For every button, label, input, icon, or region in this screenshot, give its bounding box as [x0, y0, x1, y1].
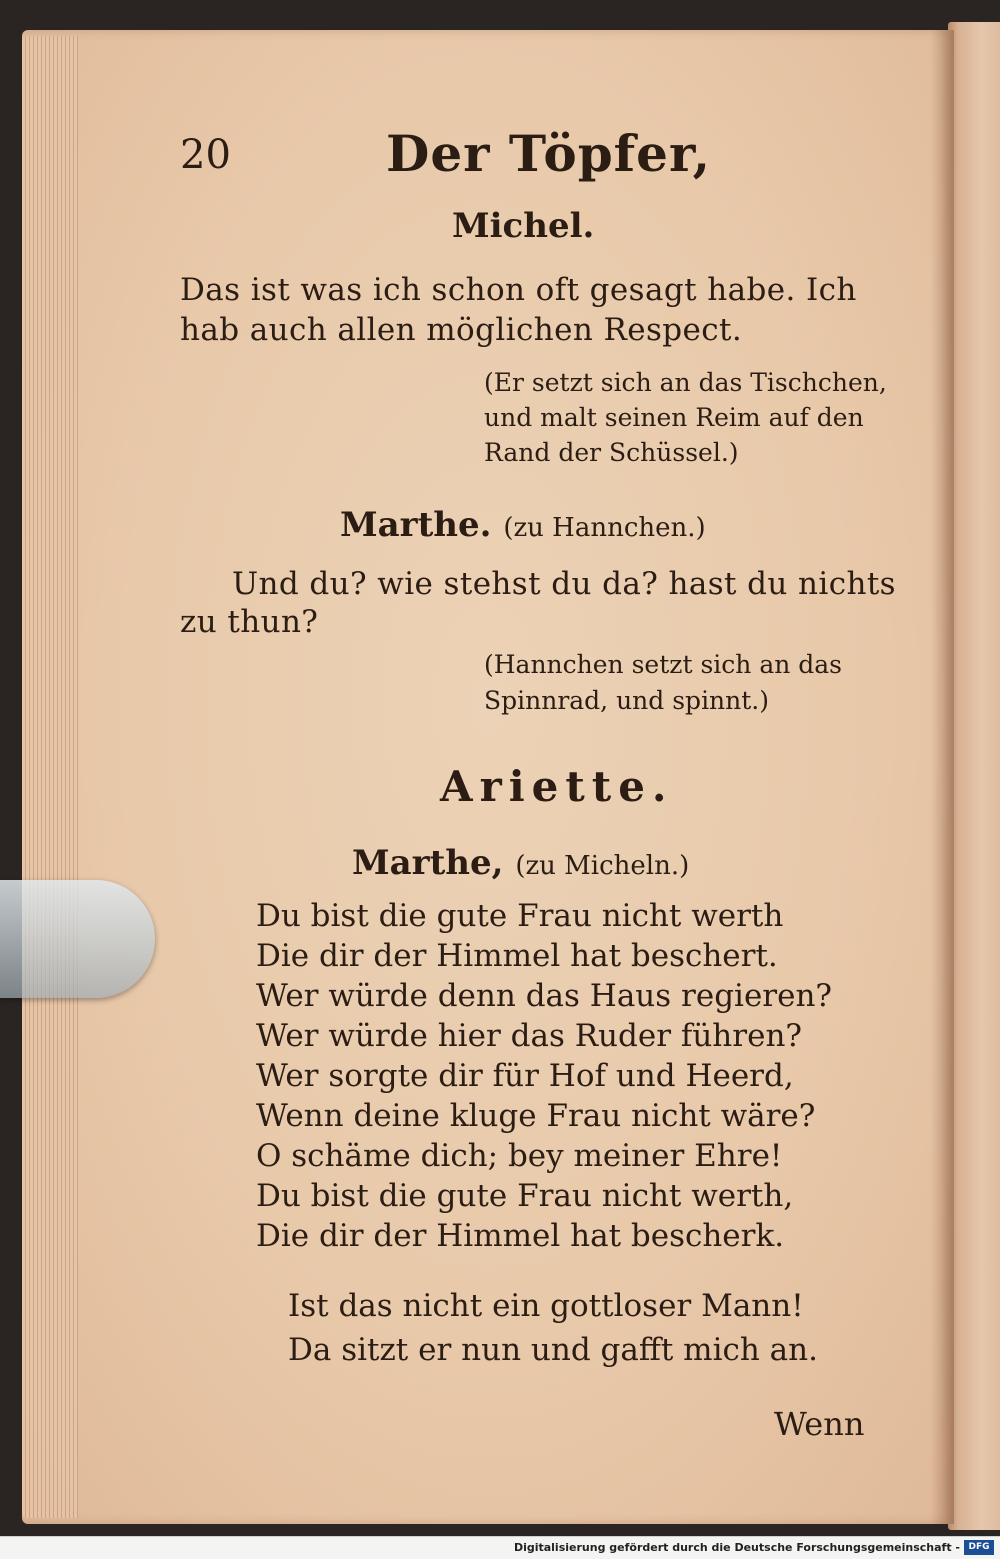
verse-line: Da sitzt er nun und gafft mich an. — [288, 1332, 818, 1368]
verse-line: Wenn deine kluge Frau nicht wäre? — [256, 1098, 816, 1134]
speaker-name: Marthe. — [340, 505, 492, 545]
speaker-marthe-ariette — [352, 843, 689, 883]
verse-line: Du bist die gute Frau nicht werth — [256, 898, 784, 934]
verse-line: Die dir der Himmel hat beschert. — [256, 938, 778, 974]
running-title: Der Töpfer, — [386, 124, 712, 183]
page-number: 20 — [180, 132, 231, 178]
speaker-michel: Michel. — [452, 206, 595, 246]
speaker-marthe — [340, 505, 706, 545]
prose-line: Das ist was ich schon oft gesagt habe. Ich — [180, 272, 857, 308]
page-clip — [0, 880, 155, 998]
stage-direction-line: Rand der Schüssel.) — [484, 438, 739, 467]
prose-line: hab auch allen möglichen Respect. — [180, 312, 743, 348]
footer-bar — [0, 1536, 1000, 1559]
verse-line: Die dir der Himmel hat bescherk. — [256, 1218, 785, 1254]
verse-line: Du bist die gute Frau nicht werth, — [256, 1178, 794, 1214]
page-edges — [22, 36, 78, 1518]
facing-page-edge — [948, 22, 1000, 1530]
catchword: Wenn — [774, 1405, 865, 1443]
speaker-direction: (zu Micheln.) — [515, 851, 690, 881]
ariette-heading: Ariette. — [440, 762, 674, 811]
verse-line: Wer würde hier das Ruder führen? — [256, 1018, 803, 1054]
speaker-direction: (zu Hannchen.) — [503, 513, 706, 543]
verse-line: O schäme dich; bey meiner Ehre! — [256, 1138, 783, 1174]
verse-line: Wer würde denn das Haus regieren? — [256, 978, 833, 1014]
dfg-logo: DFG — [964, 1540, 994, 1555]
stage-direction-line: (Hannchen setzt sich an das — [484, 650, 843, 679]
stage-direction-line: (Er setzt sich an das Tischchen, — [484, 368, 887, 397]
verse-line: Wer sorgte dir für Hof und Heerd, — [256, 1058, 794, 1094]
page-gutter-shadow — [930, 30, 954, 1524]
speaker-name: Marthe, — [352, 843, 504, 883]
prose-line: Und du? wie stehst du da? hast du nichts — [232, 566, 896, 602]
verse-line: Ist das nicht ein gottloser Mann! — [288, 1288, 804, 1324]
stage-direction-line: Spinnrad, und spinnt.) — [484, 686, 770, 715]
prose-line: zu thun? — [180, 604, 319, 640]
stage-direction-line: und malt seinen Reim auf den — [484, 403, 864, 432]
footer-credit: Digitalisierung gefördert durch die Deutsche Forschungsgemeinschaft - — [513, 1541, 960, 1554]
